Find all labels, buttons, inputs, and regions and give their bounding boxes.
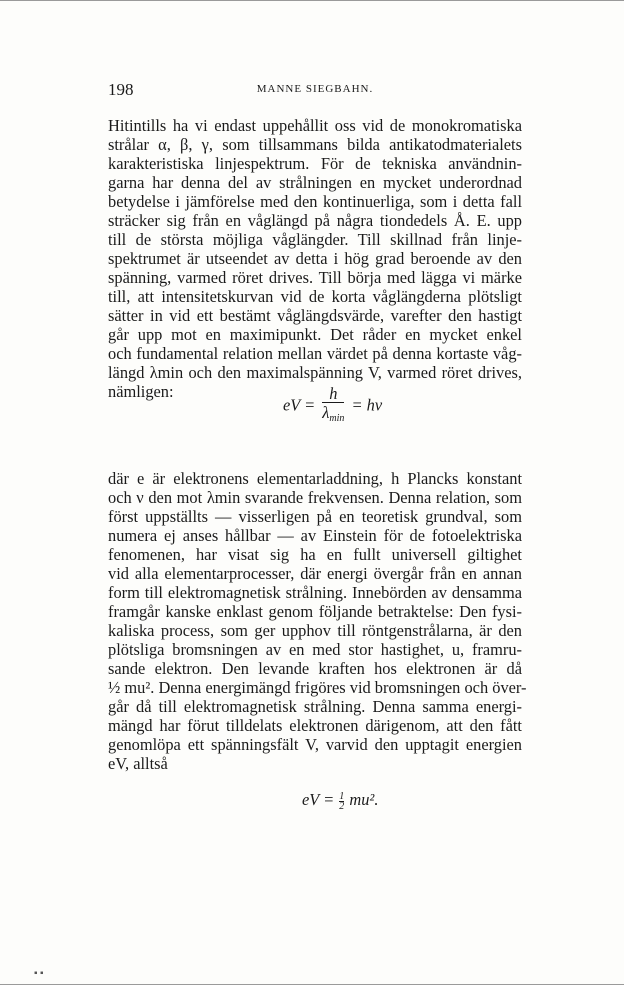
text-line: och fundamental relation mellan värdet på denna kortaste våg- xyxy=(108,344,522,363)
text-line: går då till elektromagnetisk strålning. Denna samma energi- xyxy=(108,697,522,716)
text-line: plötsliga bromsningen av en med stor hastighet, u, framru- xyxy=(108,640,522,659)
one-half-fraction xyxy=(339,792,344,811)
equation-rhs: = hν xyxy=(351,395,383,415)
text-line: sträcker sig från en våglängd på några tiondedels Å. E. upp xyxy=(108,211,522,230)
text-line: genomlöpa ett spänningsfält V, varvid den upptagit energien xyxy=(108,735,522,754)
lambda-symbol: λ xyxy=(322,403,330,422)
equation-lhs: eV = xyxy=(302,790,335,809)
text-line: karakteristiska linjespektrum. För de tekniska användnin- xyxy=(108,154,522,173)
text-line: mängd har förut tilldelats elektronen därigenom, att den fått xyxy=(108,716,522,735)
text-line: garna har denna del av strålningen en mycket underordnad xyxy=(108,173,522,192)
text-line: där e är elektronens elementarladdning, h Plancks konstant xyxy=(108,469,522,488)
text-line: och ν den mot λmin svarande frekvensen. Denna relation, som xyxy=(108,488,522,507)
text-line: sätter in vid ett bestämt våglängdsvärde, varefter den hastigt xyxy=(108,306,522,325)
text-line: längd λmin och den maximalspänning V, varmed röret drives, xyxy=(108,363,522,382)
fraction-denominator xyxy=(322,403,344,428)
text-line: fenomenen, har visat sig ha en fullt universell giltighet xyxy=(108,545,522,564)
page-header xyxy=(108,80,522,102)
text-line: framgår kanske enklast genom följande betraktelse: Den fysi- xyxy=(108,602,522,621)
fraction xyxy=(322,385,344,428)
text-line: strålar α, β, γ, som tillsammans bilda antikatodmaterialets xyxy=(108,135,522,154)
equation-kinetic-energy xyxy=(302,790,378,811)
equation-lhs: eV = xyxy=(283,395,316,415)
text-line: Hitintills ha vi endast uppehållit oss vid de monokromatiska xyxy=(108,116,522,135)
footer-mark: ▪ ▪ xyxy=(34,968,44,979)
page-number: 198 xyxy=(108,80,134,99)
paragraph-1 xyxy=(108,116,522,401)
text-line: eV, alltså xyxy=(108,754,168,773)
text-line: till, att intensitetskurvan vid de korta våglängderna plötsligt xyxy=(108,287,522,306)
text-line: först uppställts — visserligen på en teoretisk grundval, som xyxy=(108,507,522,526)
text-line: spektrumet är utseendet av detta i hög grad beroende av den xyxy=(108,249,522,268)
equation-rhs: mu². xyxy=(349,790,379,809)
text-line: till de största möjliga våglängder. Till skillnad från linje- xyxy=(108,230,522,249)
text-line: ½ mu². Denna energimängd frigöres vid bromsningen och över- xyxy=(108,678,527,697)
text-line: numera ej anses hållbar — av Einstein för de fotoelektriska xyxy=(108,526,522,545)
text-line: spänning, varmed röret drives. Till börja med lägga vi märke xyxy=(108,268,522,287)
half-numerator: 1 xyxy=(339,790,345,802)
running-head: MANNE SIEGBAHN. xyxy=(256,83,374,95)
text-line: vid alla elementarprocesser, där energi övergår från en annan xyxy=(108,564,522,583)
text-line: sande elektron. Den levande kraften hos elektronen är då xyxy=(108,659,522,678)
paragraph-2 xyxy=(108,469,527,773)
text-line: nämligen: xyxy=(108,382,174,401)
text-line: betydelse i jämförelse med den kontinuerliga, som i detta fall xyxy=(108,192,522,211)
min-subscript: min xyxy=(329,413,345,424)
text-line: kaliska process, som ger upphov till röntgenstrålarna, är den xyxy=(108,621,522,640)
text-line: form till elektromagnetisk strålning. Innebörden av densamma xyxy=(108,583,522,602)
scan-edge-top xyxy=(0,0,624,1)
fraction-numerator: h xyxy=(322,385,344,403)
text-line: går upp mot en maximipunkt. Det råder en mycket enkel xyxy=(108,325,522,344)
half-denominator: 2 xyxy=(339,800,345,812)
equation-planck xyxy=(283,385,382,428)
